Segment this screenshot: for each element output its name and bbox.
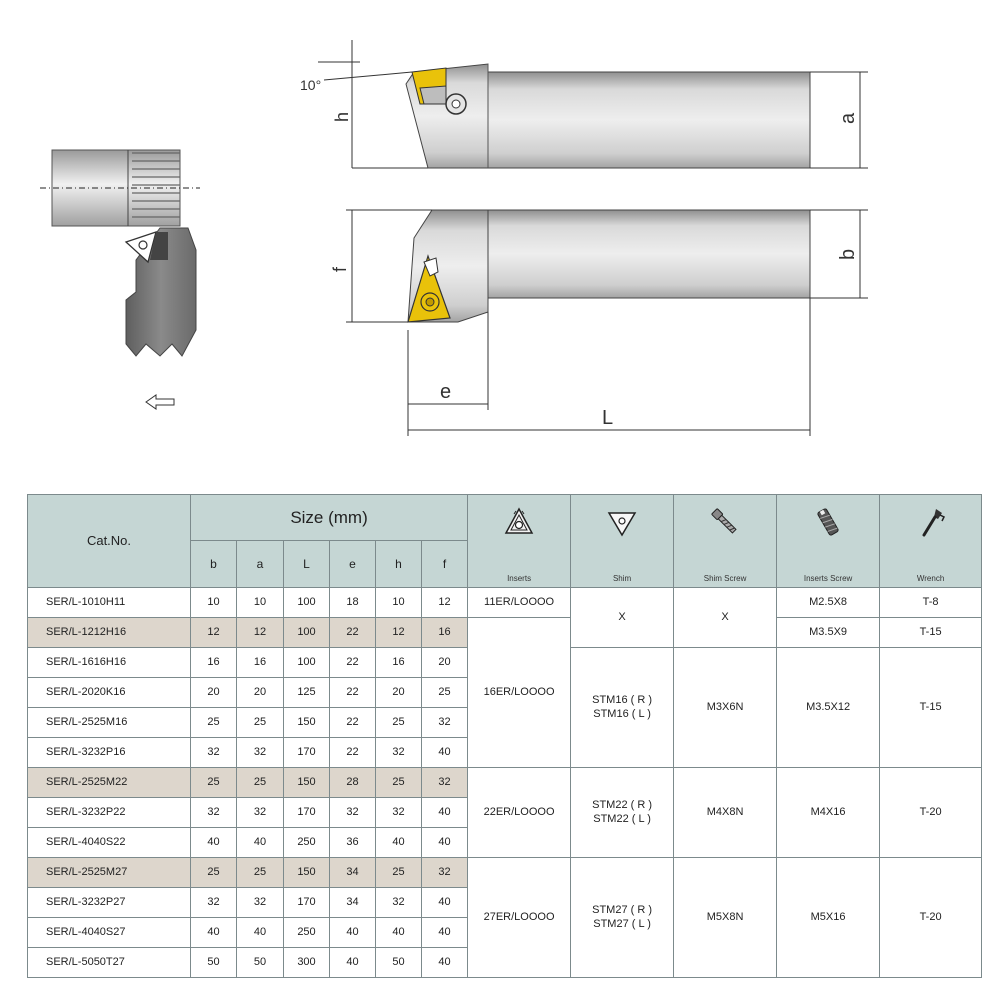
cat-no: SER/L-1212H16 (28, 618, 191, 648)
size-a: 10 (237, 588, 284, 618)
size-h: 25 (376, 708, 422, 738)
size-f: 40 (422, 798, 468, 828)
table-row (28, 858, 982, 888)
cat-no: SER/L-1616H16 (28, 648, 191, 678)
insert-screw-value: M2.5X8 (777, 588, 880, 618)
size-L: 125 (284, 678, 330, 708)
size-f: 40 (422, 948, 468, 978)
shim-header (571, 495, 674, 588)
size-a: 32 (237, 798, 284, 828)
cat-no: SER/L-2525M16 (28, 708, 191, 738)
size-L: 100 (284, 588, 330, 618)
size-h: 40 (376, 828, 422, 858)
size-L: 150 (284, 768, 330, 798)
size-col-a: a (237, 541, 284, 588)
dim-label-L: L (602, 407, 614, 429)
insert-screw-value: M5X16 (777, 858, 880, 978)
cat-no: SER/L-1010H11 (28, 588, 191, 618)
insert-screw-value: M3.5X9 (777, 618, 880, 648)
shim-l: STM16 ( L ) (593, 707, 651, 720)
insert-screw-value: M3.5X12 (777, 648, 880, 768)
shim-l: STM22 ( L ) (593, 812, 651, 825)
size-header: Size (mm) (191, 495, 468, 541)
size-f: 12 (422, 588, 468, 618)
size-f: 20 (422, 648, 468, 678)
size-h: 32 (376, 798, 422, 828)
shim-screw-value: M3X6N (674, 648, 777, 768)
size-L: 170 (284, 738, 330, 768)
wrench-label: Wrench (916, 574, 945, 583)
table-row (28, 768, 982, 798)
shim-icon (605, 505, 639, 539)
size-a: 16 (237, 648, 284, 678)
insert-code: 16ER/LOOOO (468, 618, 571, 768)
size-e: 32 (330, 798, 376, 828)
holder-top-view (406, 64, 810, 168)
size-col-f: f (422, 541, 468, 588)
size-e: 22 (330, 618, 376, 648)
size-L: 150 (284, 708, 330, 738)
shim-value: X (571, 588, 674, 648)
size-f: 32 (422, 708, 468, 738)
size-h: 32 (376, 738, 422, 768)
size-b: 12 (191, 618, 237, 648)
shim-r: STM22 ( R ) (592, 798, 653, 811)
cat-no: SER/L-5050T27 (28, 948, 191, 978)
shim-screw-icon (708, 505, 742, 539)
size-h: 10 (376, 588, 422, 618)
size-b: 10 (191, 588, 237, 618)
wrench-value: T-15 (880, 648, 982, 768)
size-f: 32 (422, 768, 468, 798)
size-a: 50 (237, 948, 284, 978)
tool-holder-drawing (0, 0, 1001, 460)
cat-no: SER/L-2525M22 (28, 768, 191, 798)
size-L: 170 (284, 798, 330, 828)
shim-value (571, 648, 674, 768)
size-f: 16 (422, 618, 468, 648)
size-h: 12 (376, 618, 422, 648)
size-e: 22 (330, 648, 376, 678)
size-b: 32 (191, 738, 237, 768)
insert-code: 11ER/LOOOO (468, 588, 571, 618)
size-h: 50 (376, 948, 422, 978)
inserts-header (468, 495, 571, 588)
size-h: 20 (376, 678, 422, 708)
size-f: 40 (422, 738, 468, 768)
shim-screw-label: Shim Screw (703, 574, 747, 583)
dim-label-a: a (837, 112, 859, 124)
size-e: 28 (330, 768, 376, 798)
size-h: 32 (376, 888, 422, 918)
size-L: 250 (284, 828, 330, 858)
cat-no: SER/L-3232P22 (28, 798, 191, 828)
shim-r: STM27 ( R ) (592, 903, 653, 916)
size-e: 34 (330, 888, 376, 918)
size-b: 20 (191, 678, 237, 708)
arrow-left-icon (146, 395, 174, 409)
wrench-icon (914, 505, 948, 539)
threading-illustration (40, 150, 200, 356)
size-col-h: h (376, 541, 422, 588)
size-a: 32 (237, 738, 284, 768)
insert-screw-label: Inserts Screw (803, 574, 853, 583)
shim-r: STM16 ( R ) (592, 693, 653, 706)
size-a: 12 (237, 618, 284, 648)
size-a: 40 (237, 918, 284, 948)
dim-label-f: f (330, 266, 350, 272)
shim-screw-header (674, 495, 777, 588)
angle-label: 10° (300, 77, 322, 93)
size-L: 250 (284, 918, 330, 948)
size-b: 25 (191, 768, 237, 798)
size-e: 22 (330, 708, 376, 738)
dim-label-h: h (332, 111, 352, 122)
holder-front-view (408, 210, 810, 322)
size-b: 16 (191, 648, 237, 678)
wrench-value: T-8 (880, 588, 982, 618)
size-col-e: e (330, 541, 376, 588)
size-a: 20 (237, 678, 284, 708)
size-b: 50 (191, 948, 237, 978)
size-b: 25 (191, 708, 237, 738)
size-f: 40 (422, 918, 468, 948)
size-L: 150 (284, 858, 330, 888)
size-e: 40 (330, 918, 376, 948)
size-b: 40 (191, 828, 237, 858)
wrench-value: T-15 (880, 618, 982, 648)
size-e: 18 (330, 588, 376, 618)
shim-screw-value: M5X8N (674, 858, 777, 978)
shim-value (571, 858, 674, 978)
size-a: 25 (237, 708, 284, 738)
table-row (28, 588, 982, 618)
table-row (28, 618, 982, 648)
size-b: 32 (191, 798, 237, 828)
size-b: 32 (191, 888, 237, 918)
size-f: 40 (422, 888, 468, 918)
cat-no: SER/L-4040S22 (28, 828, 191, 858)
size-b: 25 (191, 858, 237, 888)
size-a: 32 (237, 888, 284, 918)
shim-l: STM27 ( L ) (593, 917, 651, 930)
shim-screw-value: X (674, 588, 777, 648)
size-a: 25 (237, 858, 284, 888)
insert-screw-header (777, 495, 880, 588)
cat-no: SER/L-2525M27 (28, 858, 191, 888)
wrench-header (880, 495, 982, 588)
size-e: 22 (330, 738, 376, 768)
size-a: 25 (237, 768, 284, 798)
catno-header: Cat.No. (28, 495, 191, 588)
size-L: 170 (284, 888, 330, 918)
dim-label-e: e (440, 381, 452, 403)
wrench-value: T-20 (880, 768, 982, 858)
size-e: 40 (330, 948, 376, 978)
shim-label: Shim (612, 574, 632, 583)
shim-value (571, 768, 674, 858)
size-h: 25 (376, 768, 422, 798)
size-f: 40 (422, 828, 468, 858)
insert-code: 27ER/LOOOO (468, 858, 571, 978)
size-e: 22 (330, 678, 376, 708)
size-a: 40 (237, 828, 284, 858)
insert-code: 22ER/LOOOO (468, 768, 571, 858)
size-e: 36 (330, 828, 376, 858)
dim-label-b: b (837, 248, 859, 260)
cat-no: SER/L-3232P16 (28, 738, 191, 768)
size-e: 34 (330, 858, 376, 888)
wrench-value: T-20 (880, 858, 982, 978)
size-L: 300 (284, 948, 330, 978)
size-h: 40 (376, 918, 422, 948)
size-f: 32 (422, 858, 468, 888)
spec-table (27, 494, 982, 978)
size-h: 25 (376, 858, 422, 888)
insert-screw-value: M4X16 (777, 768, 880, 858)
insert-screw-icon (811, 505, 845, 539)
cat-no: SER/L-4040S27 (28, 918, 191, 948)
size-h: 16 (376, 648, 422, 678)
size-col-L: L (284, 541, 330, 588)
insert-icon (502, 505, 536, 539)
cat-no: SER/L-3232P27 (28, 888, 191, 918)
size-col-b: b (191, 541, 237, 588)
size-L: 100 (284, 648, 330, 678)
size-f: 25 (422, 678, 468, 708)
inserts-label: Inserts (507, 574, 532, 583)
size-b: 40 (191, 918, 237, 948)
cat-no: SER/L-2020K16 (28, 678, 191, 708)
shim-screw-value: M4X8N (674, 768, 777, 858)
size-L: 100 (284, 618, 330, 648)
